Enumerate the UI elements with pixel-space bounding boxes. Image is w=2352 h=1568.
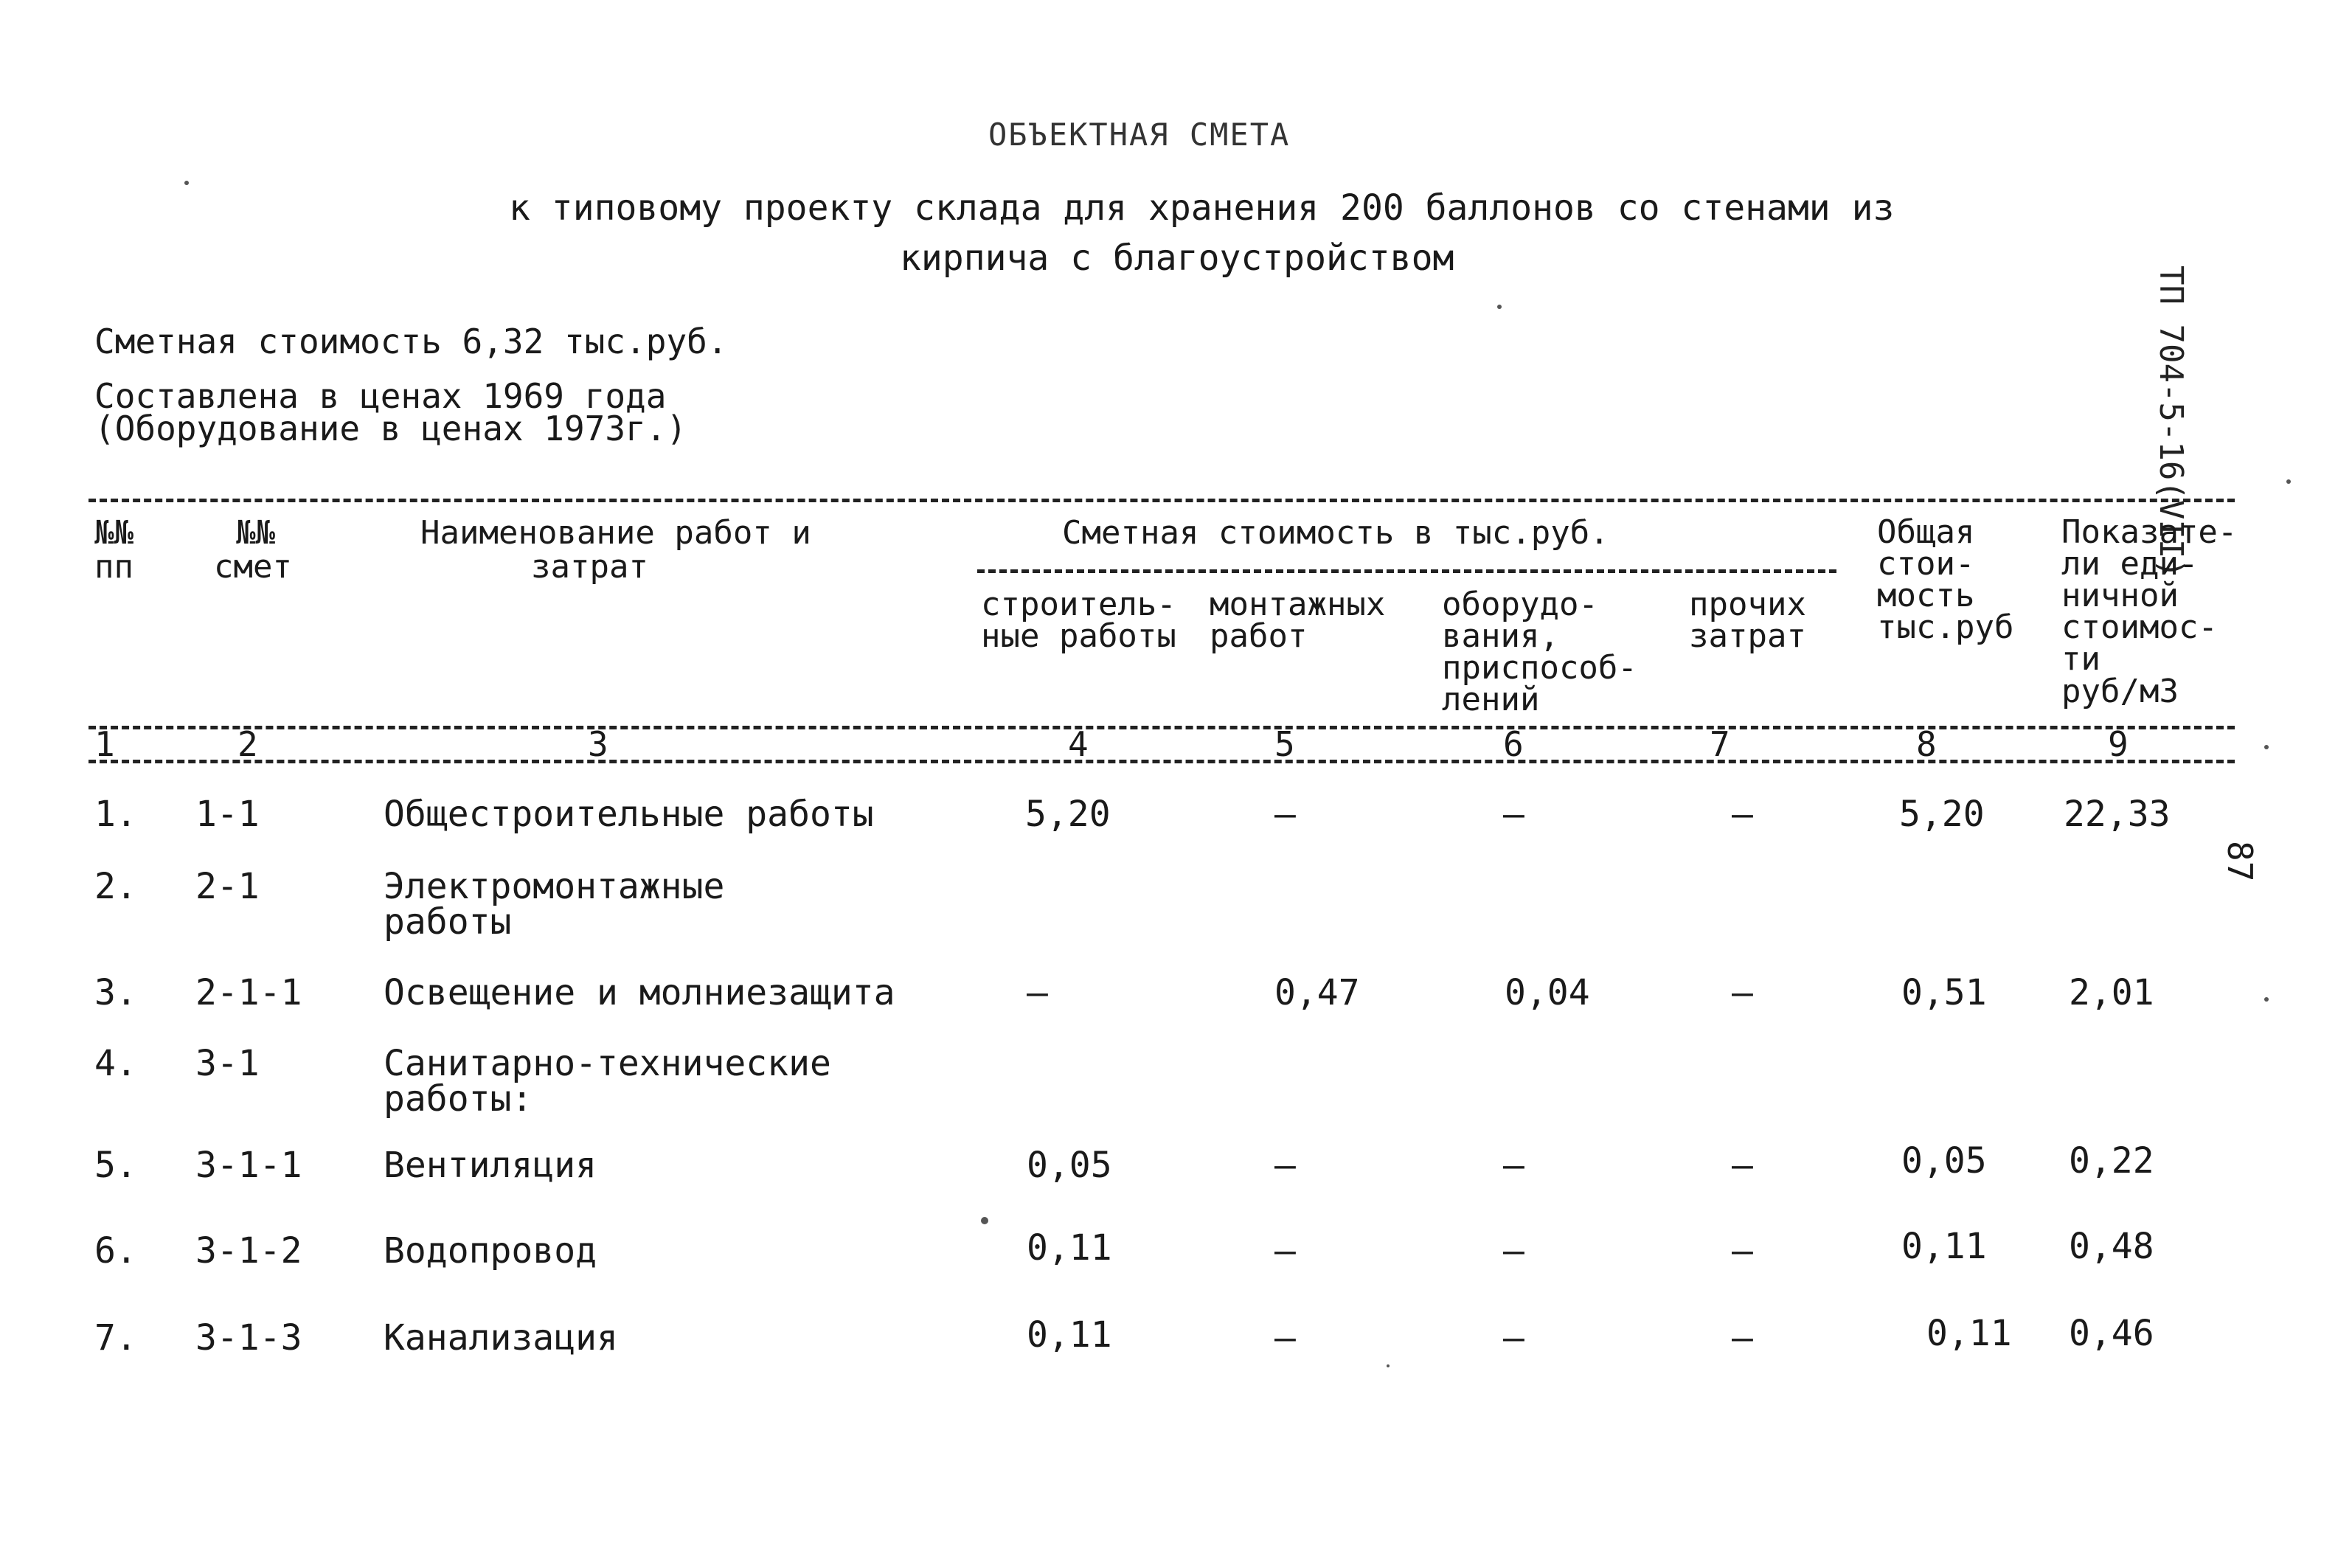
header-col-5: монтажных работ bbox=[1210, 586, 1386, 656]
work-name: Водопровод bbox=[384, 1230, 597, 1272]
other-cost: – bbox=[1732, 1317, 1753, 1359]
document-title: ОБЪЕКТНАЯ СМЕТА bbox=[988, 117, 1291, 153]
column-number-5: 5 bbox=[1274, 724, 1295, 764]
header-col-1: №№ пп bbox=[94, 514, 133, 586]
total-cost: 0,11 bbox=[1901, 1226, 1987, 1267]
column-number-2: 2 bbox=[237, 724, 258, 764]
scan-speck bbox=[2286, 479, 2291, 484]
estimate-number: 1-1 bbox=[195, 794, 260, 835]
row-number: 4. bbox=[94, 1043, 137, 1084]
installation-cost: – bbox=[1274, 1230, 1296, 1272]
equipment-cost: – bbox=[1503, 1230, 1524, 1272]
work-name: Вентиляция bbox=[384, 1145, 597, 1186]
column-number-4: 4 bbox=[1068, 724, 1089, 764]
column-numbers-bottom-rule bbox=[89, 760, 2235, 763]
scan-speck bbox=[1497, 305, 1502, 309]
row-number: 5. bbox=[94, 1145, 137, 1186]
header-col-3: Наименование работ и затрат bbox=[420, 514, 811, 586]
work-name: Освещение и молниезащита bbox=[384, 972, 895, 1013]
column-numbers-top-rule bbox=[89, 726, 2235, 729]
row-number: 7. bbox=[94, 1317, 137, 1359]
group-header-rule bbox=[977, 569, 1836, 573]
scan-speck bbox=[2264, 745, 2269, 749]
header-col-7: прочих затрат bbox=[1689, 586, 1806, 656]
unit-cost: 0,46 bbox=[2069, 1313, 2154, 1354]
construction-cost: – bbox=[1027, 972, 1048, 1013]
header-col-6: оборудо- вания, приспособ- лений bbox=[1442, 586, 1637, 719]
construction-cost: 5,20 bbox=[1025, 794, 1111, 835]
work-name: Электромонтажные работы bbox=[384, 866, 725, 943]
equipment-cost: – bbox=[1503, 794, 1524, 835]
estimated-cost: Сметная стоимость 6,32 тыс.руб. bbox=[94, 322, 728, 361]
page-number: 87 bbox=[2220, 841, 2260, 882]
project-code: ТП 704-5-16(VII) bbox=[2152, 266, 2190, 578]
scan-speck bbox=[981, 1217, 988, 1224]
work-name: Санитарно-технические работы: bbox=[384, 1043, 831, 1120]
installation-cost: – bbox=[1274, 1317, 1296, 1359]
header-col-4: строитель- ные работы bbox=[981, 586, 1176, 656]
other-cost: – bbox=[1732, 972, 1753, 1013]
work-name: Канализация bbox=[384, 1317, 618, 1359]
column-number-7: 7 bbox=[1710, 724, 1730, 764]
document-subtitle-line-1: к типовому проекту склада для хранения 200 баллонов со стенами из bbox=[509, 187, 1895, 229]
row-number: 6. bbox=[94, 1230, 137, 1272]
unit-cost: 0,22 bbox=[2069, 1140, 2154, 1182]
estimate-number: 3-1-3 bbox=[195, 1317, 302, 1359]
total-cost: 5,20 bbox=[1899, 794, 1985, 835]
installation-cost: 0,47 bbox=[1274, 972, 1360, 1013]
column-number-3: 3 bbox=[588, 724, 608, 764]
estimate-number: 2-1-1 bbox=[195, 972, 302, 1013]
equipment-cost: – bbox=[1503, 1317, 1524, 1359]
prices-year: Составлена в ценах 1969 года bbox=[94, 376, 667, 416]
construction-cost: 0,05 bbox=[1027, 1145, 1112, 1186]
document-subtitle-line-2: кирпича с благоустройством bbox=[900, 237, 1454, 279]
scan-speck bbox=[1387, 1364, 1390, 1367]
equipment-prices-year: (Оборудование в ценах 1973г.) bbox=[94, 409, 687, 448]
row-number: 3. bbox=[94, 972, 137, 1013]
row-number: 1. bbox=[94, 794, 137, 835]
total-cost: 0,05 bbox=[1901, 1140, 1987, 1182]
work-name: Общестроительные работы bbox=[384, 794, 874, 835]
total-cost: 0,51 bbox=[1901, 972, 1987, 1013]
other-cost: – bbox=[1732, 1145, 1753, 1186]
column-number-9: 9 bbox=[2108, 724, 2129, 764]
row-number: 2. bbox=[94, 866, 137, 907]
installation-cost: – bbox=[1274, 1145, 1296, 1186]
scan-speck bbox=[184, 181, 189, 185]
estimate-number: 3-1 bbox=[195, 1043, 260, 1084]
column-number-1: 1 bbox=[94, 724, 115, 764]
other-cost: – bbox=[1732, 794, 1753, 835]
construction-cost: 0,11 bbox=[1027, 1314, 1112, 1356]
column-number-8: 8 bbox=[1916, 724, 1937, 764]
header-col-2: №№ смет bbox=[214, 514, 292, 586]
scan-speck bbox=[2264, 997, 2269, 1002]
unit-cost: 2,01 bbox=[2069, 972, 2154, 1013]
table-top-rule bbox=[89, 499, 2235, 502]
header-col-9: Показате- ли еди- ничной стоимос- ти руб/м3 bbox=[2061, 513, 2238, 710]
estimate-number: 3-1-1 bbox=[195, 1145, 302, 1186]
other-cost: – bbox=[1732, 1230, 1753, 1272]
header-col-8: Общая стои- мость тыс.руб bbox=[1877, 513, 2014, 647]
equipment-cost: 0,04 bbox=[1505, 972, 1590, 1013]
estimate-number: 2-1 bbox=[195, 866, 260, 907]
installation-cost: – bbox=[1274, 794, 1296, 835]
equipment-cost: – bbox=[1503, 1145, 1524, 1186]
column-number-6: 6 bbox=[1503, 724, 1524, 764]
header-cost-group: Сметная стоимость в тыс.руб. bbox=[1062, 514, 1609, 552]
unit-cost: 22,33 bbox=[2064, 794, 2171, 835]
estimate-number: 3-1-2 bbox=[195, 1230, 302, 1272]
unit-cost: 0,48 bbox=[2069, 1226, 2154, 1267]
construction-cost: 0,11 bbox=[1027, 1227, 1112, 1269]
total-cost: 0,11 bbox=[1926, 1313, 2012, 1354]
